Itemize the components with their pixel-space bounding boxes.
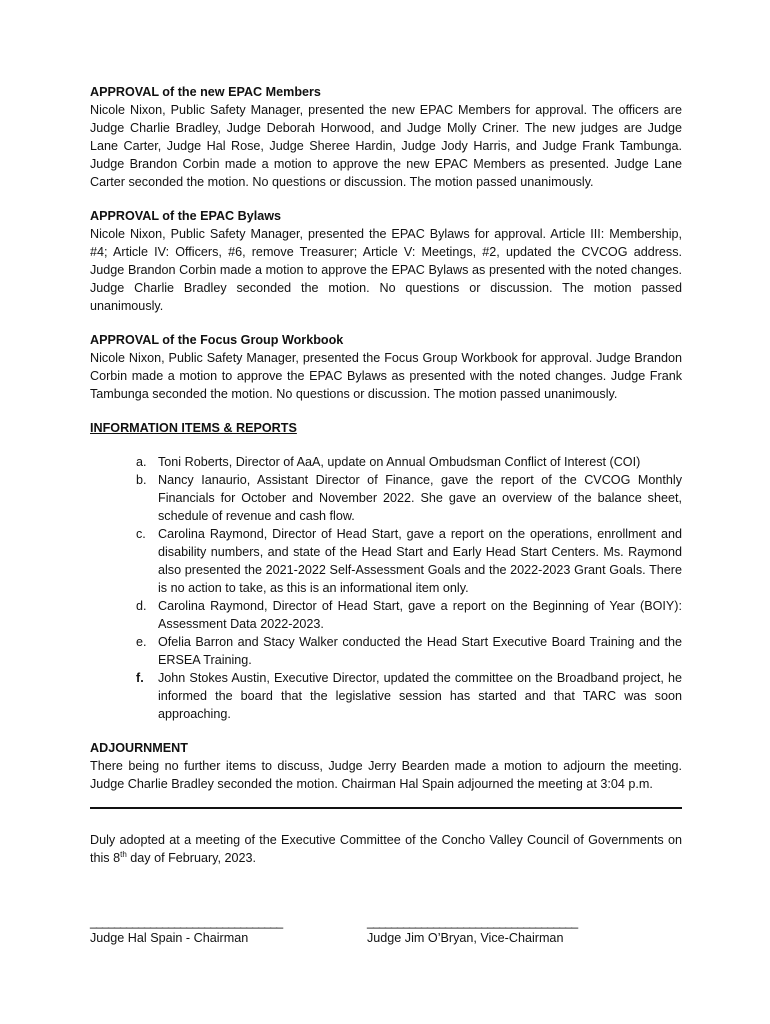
section-adjournment xyxy=(90,739,682,793)
section-title: APPROVAL of the EPAC Bylaws xyxy=(90,209,282,223)
section-body: Nicole Nixon, Public Safety Manager, presented the new EPAC Members for approval. The officers are Judge Charlie Bradley, Judge Deborah Horwood, and Judge Molly Criner. The new judges are Judge Lane Carter, Judge Hal Rose, Judge Sheree Hardin, Judge Jody Harris, and Judge Frank Tambunga. Judge Brandon Corbin made a motion to approve the new EPAC Members as presented. Judge Lane Carter seconded the motion. No questions or discussion. The motion passed unanimously. xyxy=(90,103,682,189)
list-marker: f. xyxy=(136,671,144,685)
section-epac-members xyxy=(90,83,682,191)
adoption-statement xyxy=(90,831,682,867)
signature-vice-chairman xyxy=(367,915,577,947)
list-marker: b. xyxy=(136,473,147,487)
list-item-text: Carolina Raymond, Director of Head Start, gave a report on the Beginning of Year (BOIY): Assessment Data 2022-2023. xyxy=(158,599,682,631)
list-item-text: Carolina Raymond, Director of Head Start, gave a report on the operations, enrollment and disability numbers, and state of the Head Start and Early Head Start Centers. Ms. Raymond also presented the 2021-2022 Self-Assessment Goals and the 2022-2023 Grant Goals. There is no action to take, as this is an informational item only. xyxy=(158,527,682,595)
list-item xyxy=(136,669,682,723)
list-item xyxy=(136,453,682,471)
section-body: There being no further items to discuss, Judge Jerry Bearden made a motion to adjourn the meeting. Judge Charlie Bradley seconded the motion. Chairman Hal Spain adjourned the meeting at 3:04 p.m. xyxy=(90,759,682,791)
horizontal-divider xyxy=(90,807,682,809)
list-item-text: Ofelia Barron and Stacy Walker conducted the Head Start Executive Board Training and the ERSEA Training. xyxy=(158,635,682,667)
list-marker: a. xyxy=(136,455,147,469)
list-item-text: Nancy Ianaurio, Assistant Director of Finance, gave the report of the CVCOG Monthly Financials for October and November 2022. She gave an overview of the balance sheet, schedule of revenue and cash flow. xyxy=(158,473,682,523)
adoption-text: Duly adopted at a meeting of the Executive Committee of the Concho Valley Council of Governments on this 8 xyxy=(90,833,682,865)
section-body: Nicole Nixon, Public Safety Manager, presented the Focus Group Workbook for approval. Judge Brandon Corbin made a motion to approve the EPAC Bylaws as presented with the noted changes. Judge Frank Tambunga seconded the motion. No questions or discussion. The motion passed unanimously. xyxy=(90,351,682,401)
ordinal-suffix: th xyxy=(120,849,127,859)
list-item xyxy=(136,597,682,633)
signature-line: ___________________________________ xyxy=(367,915,578,929)
information-items-list xyxy=(90,453,682,723)
list-marker: d. xyxy=(136,599,147,613)
document-page xyxy=(90,83,682,955)
section-body: Nicole Nixon, Public Safety Manager, presented the EPAC Bylaws for approval. Article III: Membership, #4; Article IV: Officers, #6, remove Treasurer; Article V: Meetings, #2, updated the CVCOG address. Judge Brandon Corbin made a motion to approve the EPAC Bylaws as presented with the noted changes. Judge Charlie Bradley seconded the motion. No questions or discussion. The motion passed unanimously. xyxy=(90,227,682,313)
section-title: APPROVAL of the new EPAC Members xyxy=(90,85,321,99)
signatory-name: Judge Jim O’Bryan, Vice-Chairman xyxy=(367,931,564,945)
list-item-text: Toni Roberts, Director of AaA, update on Annual Ombudsman Conflict of Interest (COI) xyxy=(158,455,641,469)
signature-block xyxy=(90,915,682,955)
section-epac-bylaws xyxy=(90,207,682,315)
signatory-name: Judge Hal Spain - Chairman xyxy=(90,931,249,945)
list-item-text: John Stokes Austin, Executive Director, updated the committee on the Broadband project, he informed the board that the legislative session has started and that TARC was soon approaching. xyxy=(158,671,682,721)
list-item xyxy=(136,471,682,525)
list-item xyxy=(136,525,682,597)
signature-chairman xyxy=(90,915,282,947)
section-focus-group-workbook xyxy=(90,331,682,403)
list-item xyxy=(136,633,682,669)
adoption-date-text: day of February, 2023. xyxy=(126,851,257,865)
section-title: APPROVAL of the Focus Group Workbook xyxy=(90,333,344,347)
signature-line: ________________________________ xyxy=(90,915,283,929)
information-items-heading: INFORMATION ITEMS & REPORTS xyxy=(90,421,297,435)
list-marker: c. xyxy=(136,527,146,541)
section-title: ADJOURNMENT xyxy=(90,741,188,755)
list-marker: e. xyxy=(136,635,147,649)
